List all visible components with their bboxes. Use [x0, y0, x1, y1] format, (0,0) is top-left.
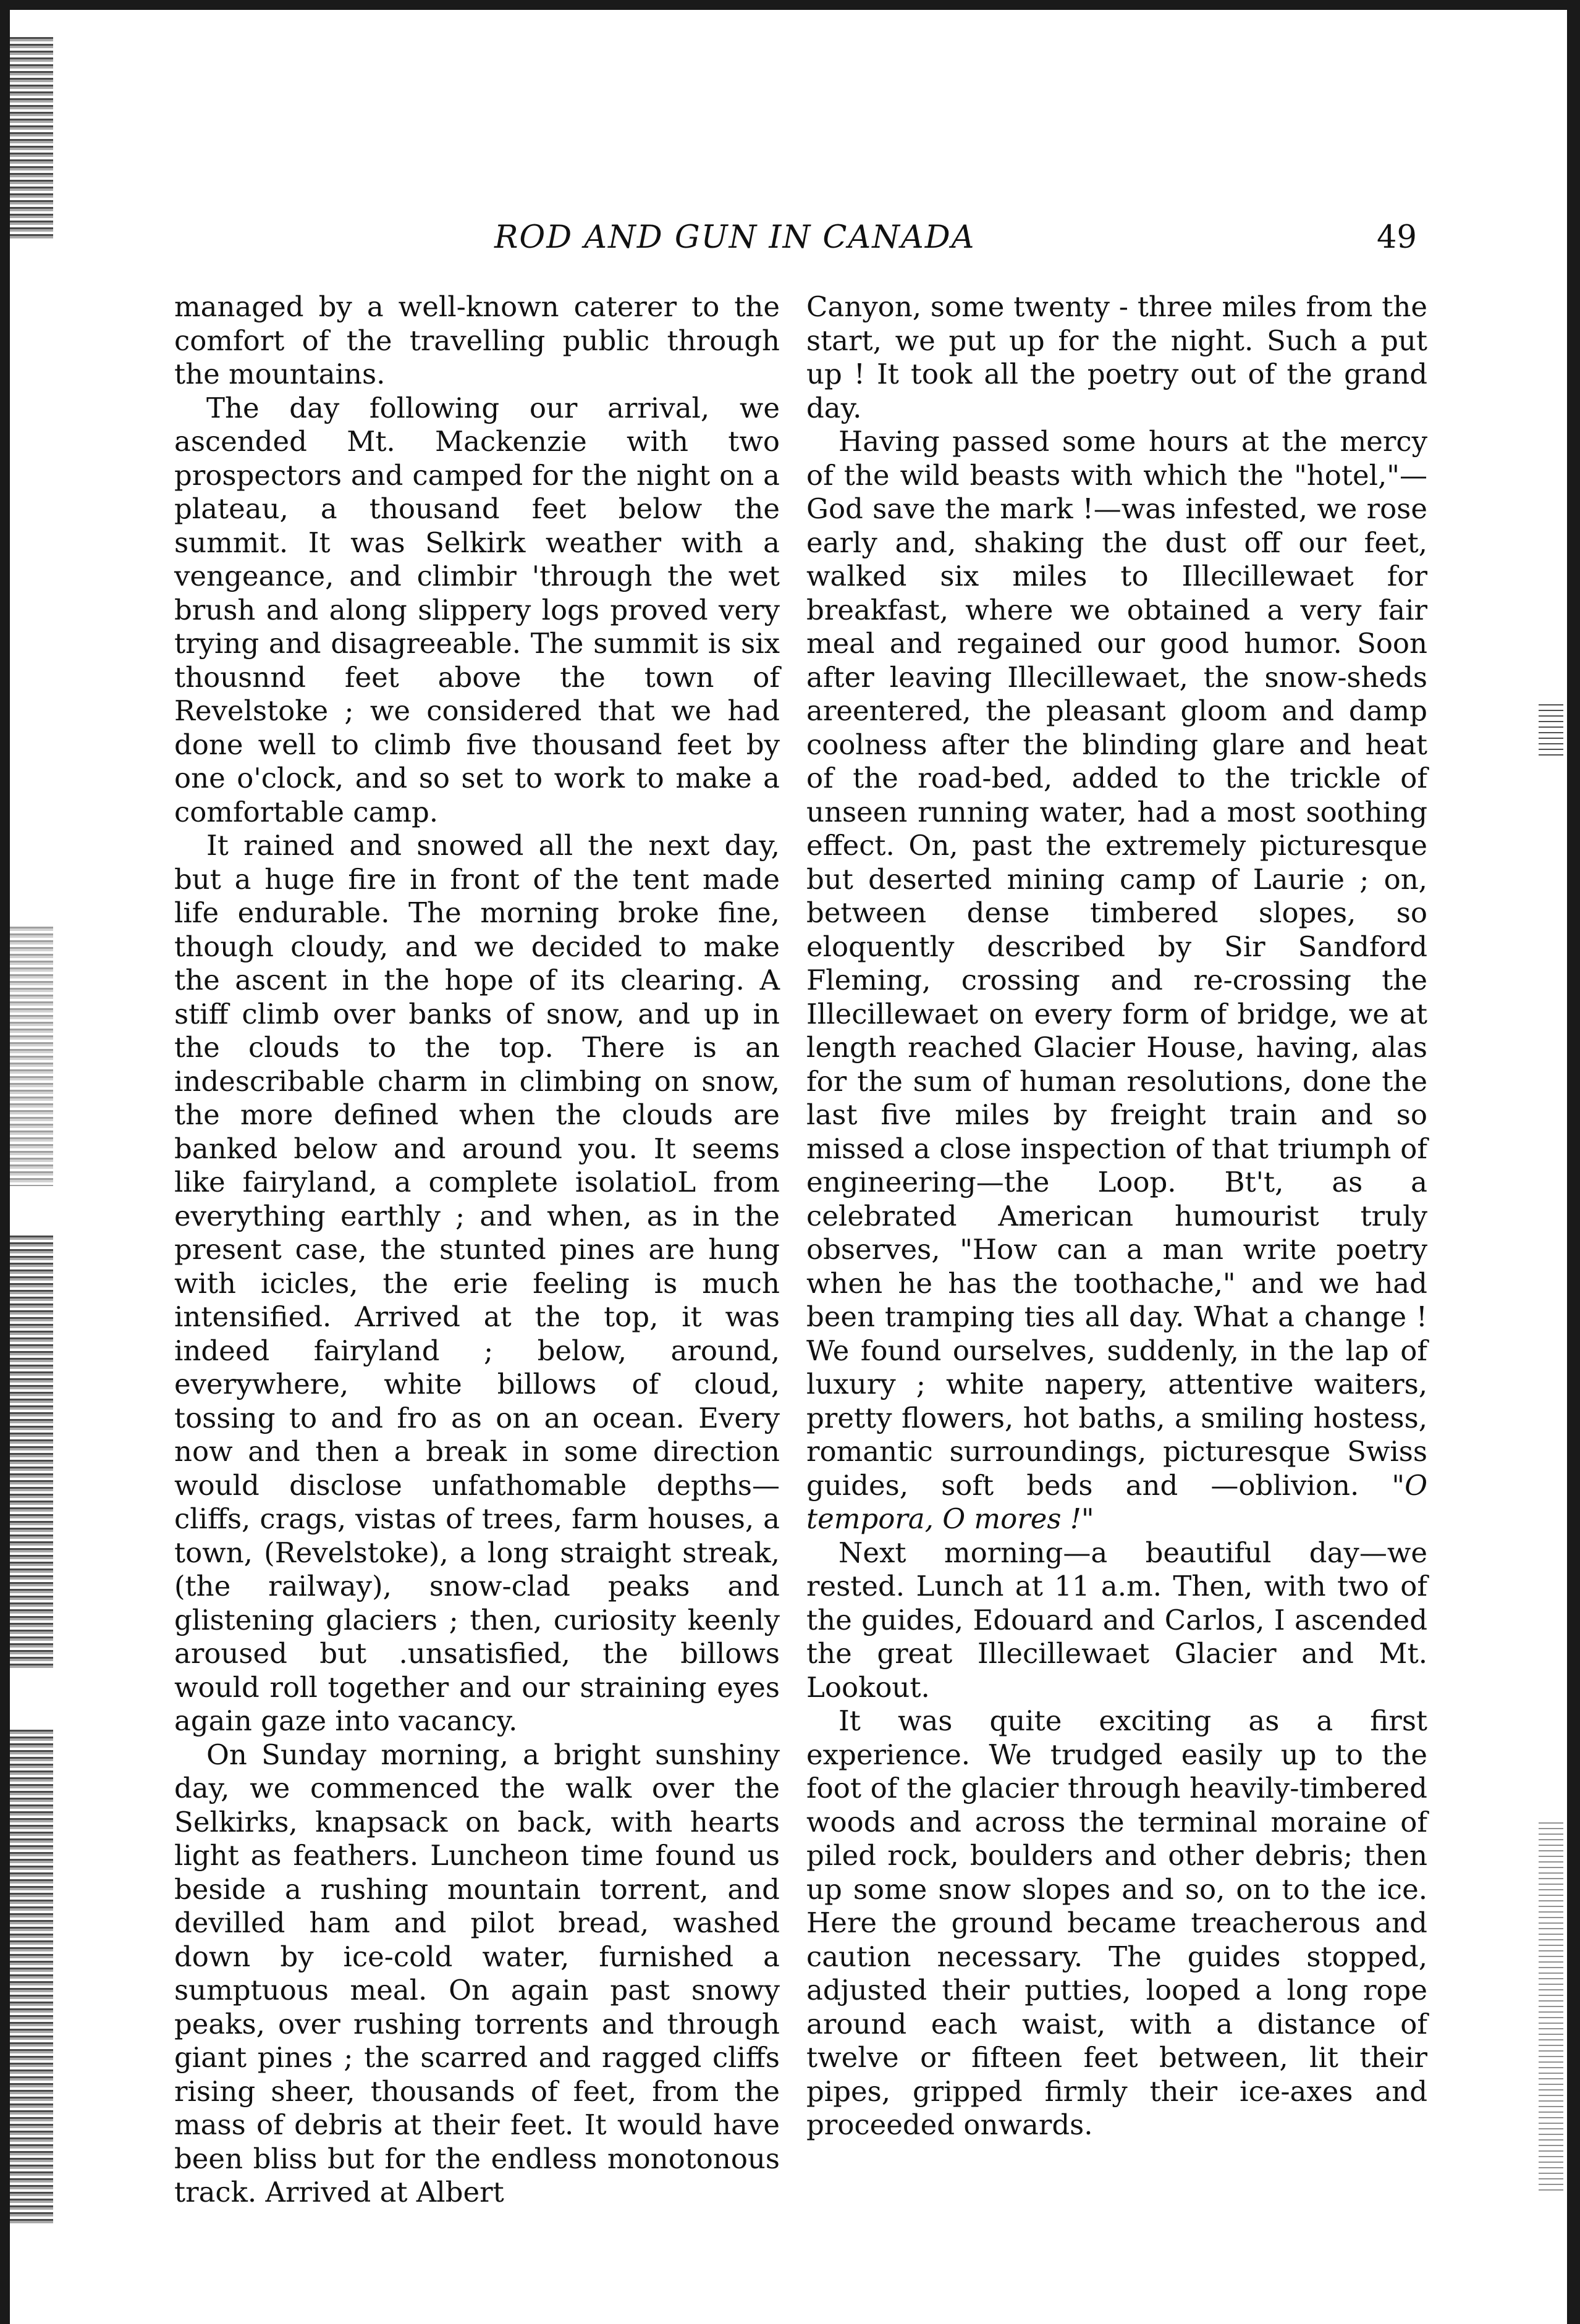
paragraph: managed by a well-known caterer to the comfort of the travelling public through the mountains. [174, 290, 780, 390]
left-text-column [174, 290, 780, 2208]
scan-smudge [10, 927, 53, 1186]
paragraph [806, 425, 1427, 1536]
paragraph: Next morning—a beautiful day—we rested. Lunch at 11 a.m. Then, with two of the guides, Edouard and Carlos, I ascended the great Illecillewaet Glacier and Mt. Lookout. [806, 1536, 1427, 1704]
paragraph: On Sunday morning, a bright sunshiny day, we commenced the walk over the Selkirks, knapsack on back, with hearts light as feathers. Luncheon time found us beside a rushing mountain torrent, and devilled ham and pilot bread, washed down by ice-cold water, furnished a sumptuous meal. On again past snowy peaks, over rushing torrents and through giant pines ; the scarred and ragged cliffs rising sheer, thousands of feet, from the mass of debris at their feet. It would have been bliss but for the endless monotonous track. Arrived at Albert [174, 1738, 780, 2208]
scan-smudge [10, 1236, 53, 1668]
page-number: 49 [1377, 219, 1417, 256]
paragraph: It rained and snowed all the next day, but a huge fire in front of the tent made life endurable. The morning broke fine, though cloudy, and we decided to make the ascent in the hope of its clearing. A stiff climb over banks of snow, and up in the clouds to the top. There is an indescribable charm in climbing on snow, the more defined when the clouds are banked below and around you. It seems like fairyland, a complete isolatioL from everything earthly ; and when, as in the present case, the stunted pines are hung with icicles, the erie feeling is much intensified. Arrived at the top, it was indeed fairyland ; below, around, everywhere, white billows of cloud, tossing to and fro as on an ocean. Every now and then a break in some direction would disclose unfathomable depths—cliffs, crags, vistas of trees, farm houses, a town, (Revelstoke), a long straight streak, (the railway), snow-clad peaks and glistening glaciers ; then, curiosity keenly aroused but .unsatisfied, the billows would roll together and our straining eyes again gaze into vacancy. [174, 829, 780, 1737]
paragraph: It was quite exciting as a first experience. We trudged easily up to the foot of the glacier through heavily-timbered woods and across the terminal moraine of piled rock, boulders and other debris; then up some snow slopes and so, on to the ice. Here the ground became treacherous and caution necessary. The guides stopped, adjusted their putties, looped a long rope around each waist, with a distance of twelve or fifteen feet between, lit their pipes, gripped firmly their ice-axes and proceeded onwards. [806, 1704, 1427, 2141]
scan-speck [1539, 1822, 1563, 2193]
paragraph: Canyon, some twenty - three miles from the start, we put up for the night. Such a put up ! It took all the poetry out of the grand day. [806, 290, 1427, 424]
page-left-border [0, 0, 10, 2324]
scan-smudge [10, 1730, 53, 2224]
scan-speck [1539, 704, 1563, 760]
running-header [0, 216, 1580, 259]
journal-title: ROD AND GUN IN CANADA [494, 219, 976, 256]
page-top-border [0, 0, 1580, 10]
paragraph-text: Having passed some hours at the mercy of the wild beasts with which the "hotel,"—God save the mark !—was infested, we rose early and, shaking the dust off our feet, walked six miles to Illecillewaet for breakfast, where we obtained a very fair meal and regained our good humor. Soon after leaving Illecillewaet, the snow-sheds areentered, the pleasant gloom and damp coolness after the blinding glare and heat of the road-bed, added to the trickle of unseen running water, had a most soothing effect. On, past the extremely picturesque but deserted mining camp of Laurie ; on, between dense timbered slopes, so eloquently described by Sir Sandford Fleming, crossing and re-crossing the Illecillewaet on every form of bridge, we at length reached Glacier House, having, alas for the sum of human resolutions, done the last five miles by freight train and so missed a close inspection of that triumph of engineering—the Loop. Bt't, as a celebrated American humourist truly observes, "How can a man write poetry when he has the toothache," and we had been tramping ties all day. What a change ! We found ourselves, suddenly, in the lap of luxury ; white napery, attentive waiters, pretty flowers, hot baths, a smiling hostess, romantic surroundings, picturesque Swiss guides, soft beds and —oblivion. [806, 425, 1427, 1502]
right-text-column [806, 290, 1427, 2205]
paragraph: The day following our arrival, we ascended Mt. Mackenzie with two prospectors and camped for the night on a plateau, a thousand feet below the summit. It was Selkirk weather with a vengeance, and climbir 'through the wet brush and along slippery logs proved very trying and disagreeable. The summit is six thousnnd feet above the town of Revelstoke ; we considered that we had done well to climb five thousand feet by one o'clock, and so set to work to make a comfortable camp. [174, 391, 780, 828]
page-right-border [1567, 0, 1580, 2324]
scan-smudge [10, 37, 53, 241]
latin-quote: "O tempora, O mores !" [806, 1468, 1428, 1535]
